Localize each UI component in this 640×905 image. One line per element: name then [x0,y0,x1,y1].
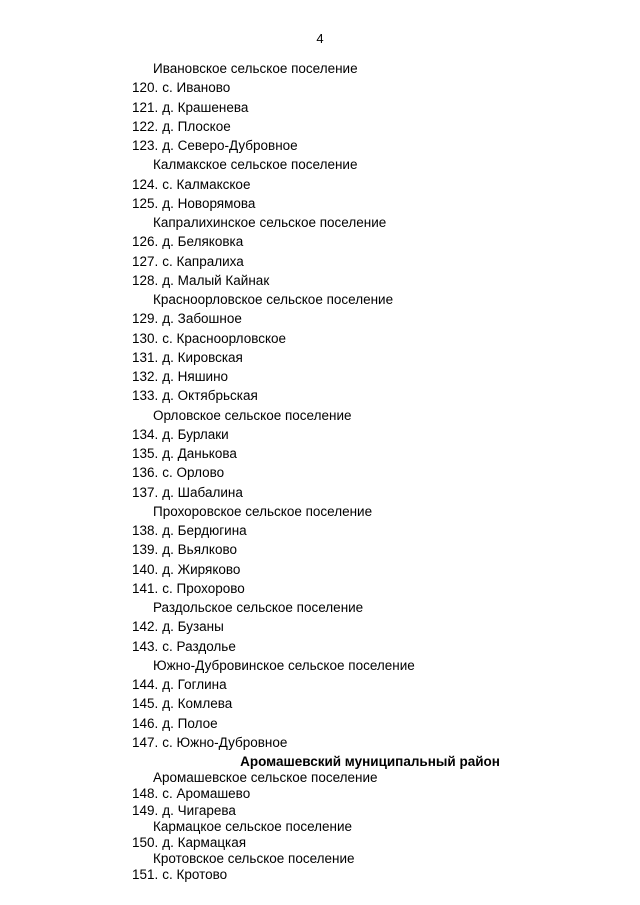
item-number: 126. [132,234,159,250]
settlement-group-heading: Прохоровское сельское поселение [153,503,373,519]
list-item [0,387,640,405]
item-name: д. Плоское [162,118,231,134]
item-number: 129. [132,311,159,327]
settlement-group-heading: Орловское сельское поселение [153,407,352,423]
list-item [0,638,640,656]
item-name: с. Иваново [162,80,231,96]
district-heading: Аромашевский муниципальный район [240,754,500,769]
item-name: д. Няшино [162,369,229,384]
list-item [0,484,640,502]
settlement-group-heading: Кротовское сельское поселение [153,851,355,867]
list-item [0,368,640,386]
item-number: 133. [132,388,159,404]
item-number: 132. [132,369,159,384]
list-item [0,522,640,540]
list-item [0,272,640,290]
item-number: 136. [132,465,159,481]
item-name: с. Южно-Дубровное [162,734,288,750]
list-item [0,426,640,444]
item-number: 150. [132,835,159,850]
item-number: 151. [132,867,159,883]
item-name: д. Бердюгина [162,523,247,538]
settlement-group-heading: Раздольское сельское поселение [153,600,364,615]
item-number: 145. [132,696,159,712]
item-number: 148. [132,786,159,802]
item-name: д. Новорямова [162,195,256,211]
item-name: д. Данькова [162,446,237,461]
item-name: с. Кротово [162,867,228,883]
item-number: 122. [132,118,159,134]
list-item [0,310,640,328]
list-item [0,79,640,97]
item-name: д. Жиряково [162,561,241,577]
item-name: с. Калмакское [162,176,251,192]
list-item [0,676,640,694]
list-item [0,253,640,271]
list-item [0,695,640,713]
item-name: д. Шабалина [162,484,243,500]
list-item [0,734,640,752]
list-item [0,137,640,155]
item-number: 131. [132,349,159,365]
settlement-group-heading: Капралихинское сельское поселение [153,215,387,230]
item-name: д. Забошное [162,311,242,327]
item-number: 120. [132,80,159,96]
item-name: д. Чигарева [162,802,236,818]
list-item [0,866,640,884]
item-number: 130. [132,330,159,346]
item-number: 135. [132,446,159,461]
item-name: д. Бузаны [162,619,224,635]
item-number: 121. [132,99,159,115]
settlement-group-heading: Южно-Дубровинское сельское поселение [153,657,415,673]
list-item [0,618,640,636]
item-name: с. Орлово [162,465,225,481]
item-number: 137. [132,484,159,500]
list-item [0,99,640,117]
item-number: 147. [132,734,159,750]
item-name: с. Прохорово [162,580,245,596]
item-number: 149. [132,802,159,818]
item-number: 144. [132,677,159,692]
settlement-group-heading: Ивановское сельское поселение [153,61,358,76]
list-item [0,349,640,367]
list-item [0,195,640,213]
list-item [0,464,640,482]
item-number: 139. [132,542,159,558]
settlement-group-heading: Кармацкое сельское поселение [153,818,353,834]
list-item [0,118,640,136]
item-number: 128. [132,272,159,288]
item-name: д. Полое [162,715,218,731]
list-item [0,233,640,251]
item-number: 124. [132,176,159,192]
item-name: с. Капралиха [162,253,244,269]
item-number: 138. [132,523,159,538]
list-item [0,580,640,598]
settlement-group-heading: Красноорловское сельское поселение [153,292,394,307]
item-number: 134. [132,426,159,442]
item-name: д. Малый Кайнак [162,272,270,288]
item-name: д. Северо-Дубровное [162,138,298,153]
item-name: с. Красноорловское [162,330,287,346]
item-number: 123. [132,138,159,153]
list-item [0,541,640,559]
item-name: д. Бурлаки [162,426,229,442]
item-number: 125. [132,195,159,211]
item-name: д. Гоглина [162,677,227,692]
item-number: 143. [132,638,159,654]
item-name: д. Беляковка [162,234,244,250]
item-name: с. Раздолье [162,638,236,654]
item-number: 141. [132,580,159,596]
item-name: д. Кармацкая [162,835,247,850]
item-name: д. Крашенева [162,99,249,115]
item-name: д. Октябрьская [162,388,258,404]
list-item [0,445,640,463]
list-item [0,561,640,579]
settlement-group-heading: Аромашевское сельское поселение [153,770,378,786]
item-number: 142. [132,619,159,635]
settlement-group-heading: Калмакское сельское поселение [153,157,358,173]
item-number: 146. [132,715,159,731]
item-number: 140. [132,561,159,577]
item-name: д. Кировская [162,349,243,365]
list-item [0,715,640,733]
item-name: с. Аромашево [162,786,251,802]
item-name: д. Вьялково [162,542,237,558]
page-number: 4 [316,31,324,46]
item-number: 127. [132,253,159,269]
list-item [0,330,640,348]
item-name: д. Комлева [162,696,233,712]
list-item [0,176,640,194]
